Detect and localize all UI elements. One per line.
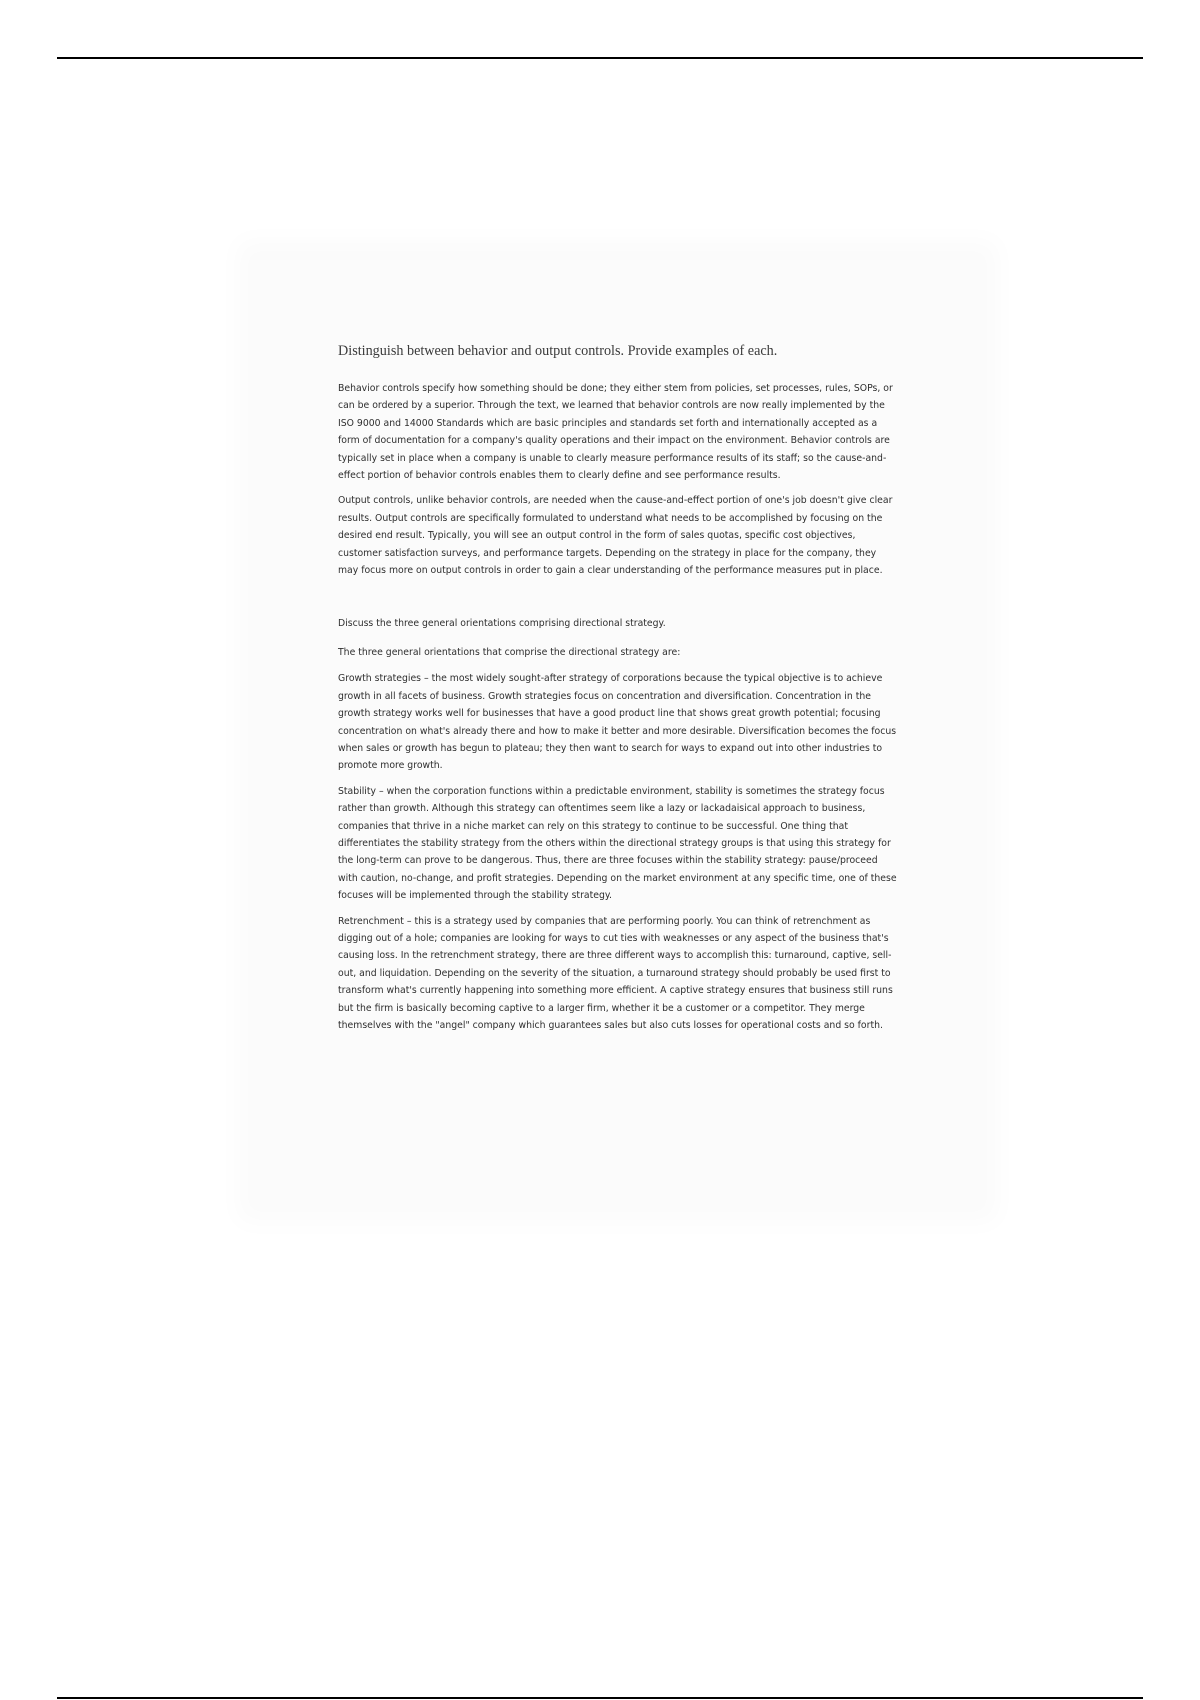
question-1-heading: Distinguish between behavior and output controls. Provide examples of each.	[338, 343, 778, 359]
stability-paragraph: Stability – when the corporation functions within a predictable environment, stability is sometimes the strategy focus rather than growth. Although this strategy can oftentimes seem like a lazy or lackadaisical approach to business, companies that thrive in a niche market can rely on this strategy to continue to be successful. One thing that differentiates the stability strategy from the others within the directional strategy groups is that using this strategy for the long-term can prove to be dangerous. Thus, there are three focuses within the stability strategy: pause/proceed with caution, no-change, and profit strategies. Depending on the market environment at any specific time, one of these focuses will be implemented through the stability strategy.	[338, 785, 897, 902]
behavior-controls-paragraph: Behavior controls specify how something should be done; they either stem from policies, set processes, rules, SOPs, or can be ordered by a superior. Through the text, we learned that behavior controls are now really implemented by the ISO 9000 and 14000 Standards which are basic principles and standards set forth and internationally accepted as a form of documentation for a company's quality operations and their impact on the environment. Behavior controls are typically set in place when a company is unable to clearly measure performance results of its staff; so the cause-and-effect portion of behavior controls enables them to clearly define and see performance results.	[338, 383, 893, 482]
question-2-heading: Discuss the three general orientations comprising directional strategy.	[338, 618, 666, 630]
page-text-block	[338, 342, 898, 1042]
output-controls-paragraph: Output controls, unlike behavior controls, are needed when the cause-and-effect portion of one's job doesn't give clear results. Output controls are specifically formulated to understand what needs to be accomplished by focusing on the desired end result. Typically, you will see an output control in the form of sales quotas, specific cost objectives, customer satisfaction surveys, and performance targets. Depending on the strategy in place for the company, they may focus more on output controls in order to gain a clear understanding of the performance measures put in place.	[338, 495, 893, 577]
top-rule	[57, 57, 1143, 59]
embedded-page-image	[255, 258, 980, 1205]
growth-strategies-paragraph: Growth strategies – the most widely sought-after strategy of corporations because the typical objective is to achieve growth in all facets of business. Growth strategies focus on concentration and diversification. Concentration in the growth strategy works well for businesses that have a good product line that shows great growth potential; focusing concentration on what's already there and how to make it better and more desirable. Diversification becomes the focus when sales or growth has begun to plateau; they then want to search for ways to expand out into other industries to promote more growth.	[338, 673, 897, 772]
question-2-intro: The three general orientations that comprise the directional strategy are:	[338, 646, 681, 658]
bottom-rule	[57, 1697, 1143, 1699]
retrenchment-paragraph: Retrenchment – this is a strategy used by companies that are performing poorly. You can think of retrenchment as digging out of a hole; companies are looking for ways to cut ties with weaknesses or any aspect of the business that's causing loss. In the retrenchment strategy, there are three different ways to accomplish this: turnaround, captive, sell-out, and liquidation. Depending on the severity of the situation, a turnaround strategy should probably be used first to transform what's currently happening into something more efficient. A captive strategy ensures that business still runs but the firm is basically becoming captive to a larger firm, whether it be a customer or a competitor. They merge themselves with the "angel" company which guarantees sales but also cuts losses for operational costs and so forth.	[338, 915, 893, 1031]
